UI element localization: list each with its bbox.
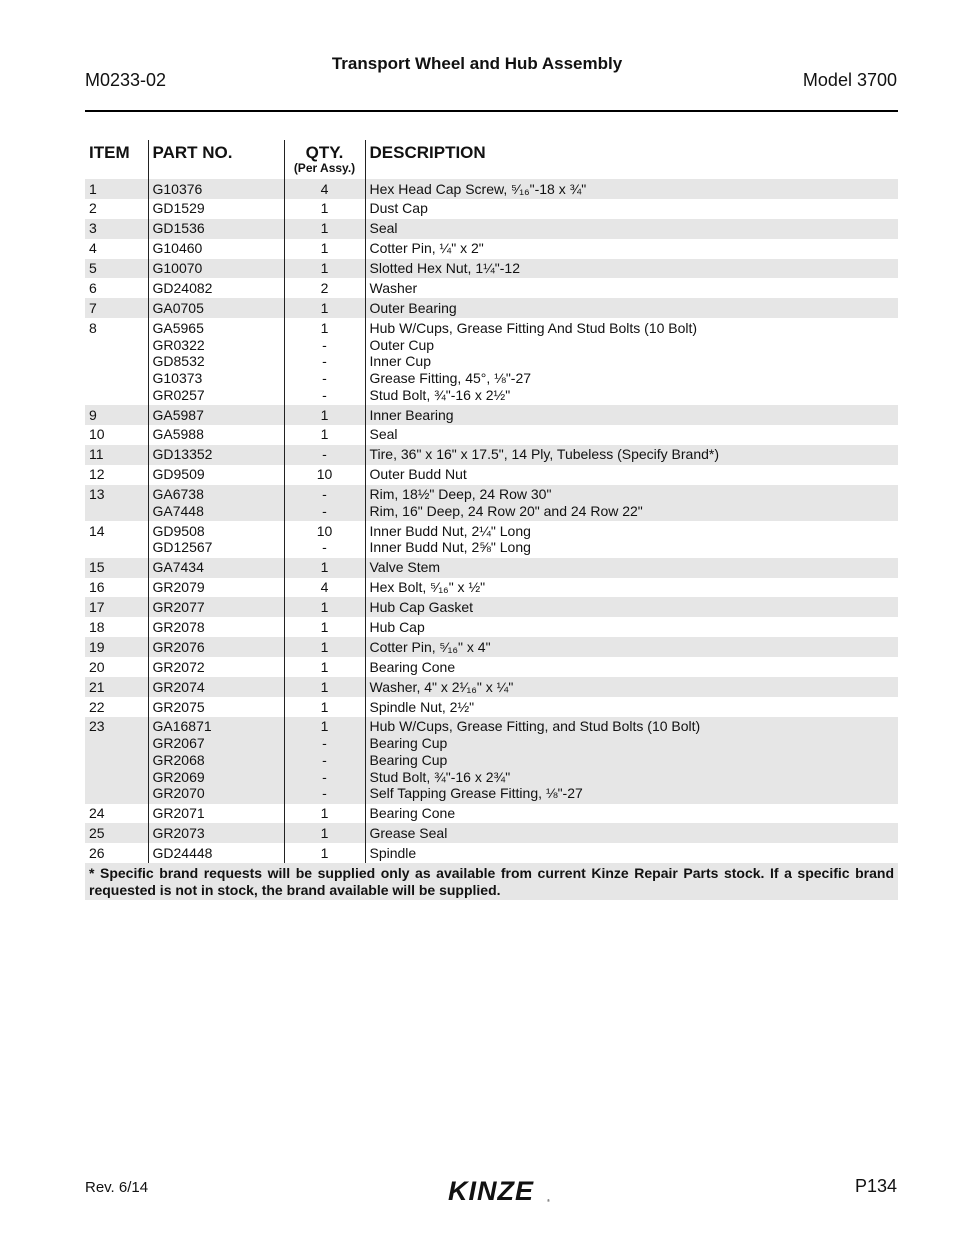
table-row bbox=[85, 717, 898, 804]
item-cell: 7 bbox=[85, 298, 148, 318]
item-cell: 9 bbox=[85, 405, 148, 425]
part-no-cell bbox=[148, 465, 284, 485]
description-cell bbox=[365, 823, 898, 843]
part-no-line: G10460 bbox=[152, 240, 203, 257]
column-header-qty bbox=[284, 140, 365, 179]
model-label: Model 3700 bbox=[802, 70, 897, 90]
part-no-line: GR2076 bbox=[152, 638, 205, 655]
description-cell bbox=[365, 657, 898, 677]
qty-cell bbox=[284, 485, 365, 522]
description-line: Hex Bolt, ⁵⁄₁₆" x ½" bbox=[369, 579, 486, 596]
registered-mark: ® bbox=[547, 1198, 550, 1203]
qty-line: 1 bbox=[320, 638, 329, 655]
description-line: Outer Cup bbox=[369, 336, 435, 353]
part-no-line: GA6738 bbox=[152, 486, 204, 503]
qty-line: 10 bbox=[316, 522, 333, 539]
table-row bbox=[85, 239, 898, 259]
qty-cell bbox=[284, 219, 365, 239]
qty-cell bbox=[284, 637, 365, 657]
qty-line: 1 bbox=[320, 559, 329, 576]
part-no-cell bbox=[148, 445, 284, 465]
item-cell: 22 bbox=[89, 698, 105, 715]
description-cell bbox=[365, 465, 898, 485]
part-no-cell bbox=[148, 843, 284, 863]
description-line: Inner Budd Nut, 2⅝" Long bbox=[369, 539, 531, 556]
part-no-line: GR2074 bbox=[152, 678, 205, 695]
part-no-line: GR0322 bbox=[152, 336, 205, 353]
description-cell bbox=[365, 697, 898, 717]
qty-cell bbox=[284, 597, 365, 617]
table-row bbox=[85, 843, 898, 863]
part-no-line: GR2073 bbox=[152, 825, 205, 841]
part-no-line: G10376 bbox=[152, 180, 203, 197]
table-row bbox=[85, 657, 898, 677]
qty-cell bbox=[284, 318, 365, 405]
part-no-cell bbox=[148, 597, 284, 617]
description-line: Washer bbox=[369, 280, 418, 297]
table-row bbox=[85, 278, 898, 298]
description-line: Hub Cap Gasket bbox=[369, 599, 473, 616]
part-no-cell bbox=[148, 405, 284, 425]
part-no-cell bbox=[148, 697, 284, 717]
description-line: Grease Seal bbox=[369, 825, 448, 841]
part-no-cell bbox=[148, 717, 284, 804]
description-line: Spindle bbox=[369, 844, 417, 861]
description-cell bbox=[365, 578, 898, 598]
part-no-cell bbox=[148, 617, 284, 637]
qty-cell bbox=[284, 804, 365, 824]
item-cell: 14 bbox=[89, 522, 105, 539]
qty-line: - bbox=[322, 735, 327, 752]
part-no-cell bbox=[148, 259, 284, 279]
part-no-line: GR2075 bbox=[152, 698, 205, 715]
part-no-line: GA5988 bbox=[152, 426, 204, 443]
item-cell: 2 bbox=[89, 200, 97, 217]
part-no-cell bbox=[148, 804, 284, 824]
description-line: Hub W/Cups, Grease Fitting And Stud Bolts (10 Bolt) bbox=[369, 319, 698, 336]
qty-cell bbox=[284, 521, 365, 558]
description-cell bbox=[365, 485, 898, 522]
part-no-line: GD9508 bbox=[152, 522, 205, 539]
page-title: Transport Wheel and Hub Assembly bbox=[331, 54, 623, 73]
table-row bbox=[85, 465, 898, 485]
qty-line: 1 bbox=[320, 805, 329, 822]
item-cell: 8 bbox=[89, 319, 97, 336]
description-line: Bearing Cup bbox=[369, 735, 448, 752]
table-row bbox=[85, 804, 898, 824]
description-line: Cotter Pin, ⁵⁄₁₆" x 4" bbox=[369, 638, 491, 655]
description-line: Outer Bearing bbox=[369, 299, 457, 316]
item-cell: 5 bbox=[85, 259, 148, 279]
qty-line: 1 bbox=[320, 618, 329, 635]
part-no-line: GR0257 bbox=[152, 386, 205, 403]
parts-table bbox=[85, 140, 898, 863]
qty-cell bbox=[284, 445, 365, 465]
qty-line: - bbox=[322, 336, 327, 353]
part-no-line: G10373 bbox=[152, 369, 203, 386]
qty-cell bbox=[284, 697, 365, 717]
qty-line: 1 bbox=[320, 406, 329, 423]
part-no-line: GD1529 bbox=[152, 200, 205, 217]
qty-cell bbox=[284, 425, 365, 445]
part-no-line: GR2077 bbox=[152, 599, 205, 616]
table-row bbox=[85, 259, 898, 279]
qty-line: - bbox=[322, 502, 327, 519]
description-cell bbox=[365, 179, 898, 199]
part-no-cell bbox=[148, 318, 284, 405]
part-no-line: GA7434 bbox=[152, 559, 204, 576]
qty-line: 1 bbox=[320, 426, 329, 443]
item-cell: 11 bbox=[85, 445, 148, 465]
description-cell bbox=[365, 425, 898, 445]
item-cell: 15 bbox=[85, 558, 148, 578]
table-row bbox=[85, 445, 898, 465]
qty-line: 1 bbox=[320, 678, 329, 695]
qty-line: 1 bbox=[320, 260, 329, 277]
part-no-cell bbox=[148, 199, 284, 219]
description-cell bbox=[365, 558, 898, 578]
part-no-cell bbox=[148, 179, 284, 199]
part-no-cell bbox=[148, 425, 284, 445]
part-no-line: GA5965 bbox=[152, 319, 204, 336]
table-row bbox=[85, 199, 898, 219]
description-line: Valve Stem bbox=[369, 559, 441, 576]
part-no-cell bbox=[148, 298, 284, 318]
part-no-cell bbox=[148, 823, 284, 843]
part-no-line: GR2069 bbox=[152, 768, 205, 785]
qty-line: 4 bbox=[320, 579, 329, 596]
qty-line: 2 bbox=[320, 280, 329, 297]
description-cell bbox=[365, 199, 898, 219]
qty-cell bbox=[284, 578, 365, 598]
description-cell bbox=[365, 298, 898, 318]
part-no-line: GR2070 bbox=[152, 785, 205, 802]
table-row bbox=[85, 179, 898, 199]
part-no-cell bbox=[148, 637, 284, 657]
description-line: Hex Head Cap Screw, ⁵⁄₁₆"-18 x ¾" bbox=[369, 180, 587, 197]
part-no-cell bbox=[148, 485, 284, 522]
description-line: Outer Budd Nut bbox=[369, 466, 467, 483]
part-no-cell bbox=[148, 219, 284, 239]
qty-cell bbox=[284, 823, 365, 843]
qty-cell bbox=[284, 717, 365, 804]
parts-table-body bbox=[85, 179, 898, 863]
part-no-line: GA0705 bbox=[152, 299, 204, 316]
table-row bbox=[85, 318, 898, 405]
description-line: Tire, 36" x 16" x 17.5", 14 Ply, Tubeless (Specify Brand*) bbox=[369, 446, 720, 463]
item-cell: 18 bbox=[89, 618, 105, 635]
part-no-line: GD8532 bbox=[152, 353, 205, 370]
column-header-qty-label: QTY. bbox=[305, 143, 344, 162]
item-cell: 19 bbox=[85, 637, 148, 657]
part-no-cell bbox=[148, 558, 284, 578]
part-no-line: GD13352 bbox=[152, 446, 213, 463]
table-row bbox=[85, 637, 898, 657]
description-cell bbox=[365, 219, 898, 239]
description-cell bbox=[365, 521, 898, 558]
description-line: Rim, 18½" Deep, 24 Row 30" bbox=[369, 486, 552, 503]
column-header-description: DESCRIPTION bbox=[365, 140, 898, 179]
footnote: * Specific brand requests will be supplied only as available from current Kinze Repair Parts stock. If a specific brand requested is not in stock, the brand available will be supplied. bbox=[85, 863, 898, 900]
qty-line: 1 bbox=[320, 825, 329, 841]
description-line: Stud Bolt, ¾"-16 x 2½" bbox=[369, 386, 511, 403]
item-cell: 3 bbox=[85, 219, 148, 239]
table-row bbox=[85, 558, 898, 578]
item-cell: 1 bbox=[85, 179, 148, 199]
table-row bbox=[85, 697, 898, 717]
item-cell: 17 bbox=[85, 597, 148, 617]
description-line: Hub W/Cups, Grease Fitting, and Stud Bolts (10 Bolt) bbox=[369, 718, 701, 735]
part-no-line: GR2071 bbox=[152, 805, 205, 822]
qty-line: 1 bbox=[320, 200, 329, 217]
description-cell bbox=[365, 637, 898, 657]
description-line: Slotted Hex Nut, 1¼"-12 bbox=[369, 260, 520, 277]
part-no-cell bbox=[148, 278, 284, 298]
item-cell: 4 bbox=[89, 240, 97, 257]
part-no-line: G10070 bbox=[152, 260, 203, 277]
description-cell bbox=[365, 278, 898, 298]
description-cell bbox=[365, 717, 898, 804]
part-no-line: GR2072 bbox=[152, 658, 205, 675]
qty-line: 1 bbox=[320, 599, 329, 616]
part-no-line: GR2078 bbox=[152, 618, 205, 635]
table-row bbox=[85, 425, 898, 445]
item-cell: 25 bbox=[85, 823, 148, 843]
table-row bbox=[85, 597, 898, 617]
item-cell: 21 bbox=[85, 677, 148, 697]
description-line: Rim, 16" Deep, 24 Row 20" and 24 Row 22" bbox=[369, 502, 643, 519]
item-cell: 24 bbox=[89, 805, 105, 822]
column-header-part-no: PART NO. bbox=[148, 140, 284, 179]
description-line: Seal bbox=[369, 426, 398, 443]
part-no-cell bbox=[148, 239, 284, 259]
part-no-cell bbox=[148, 578, 284, 598]
description-cell bbox=[365, 445, 898, 465]
table-row bbox=[85, 617, 898, 637]
part-no-line: GA7448 bbox=[152, 502, 204, 519]
qty-cell bbox=[284, 278, 365, 298]
qty-cell bbox=[284, 199, 365, 219]
qty-cell bbox=[284, 259, 365, 279]
qty-line: - bbox=[322, 785, 327, 802]
qty-line: - bbox=[322, 369, 327, 386]
part-no-line: GR2068 bbox=[152, 751, 205, 768]
item-cell: 26 bbox=[89, 844, 105, 861]
description-line: Bearing Cone bbox=[369, 658, 456, 675]
item-cell: 23 bbox=[85, 717, 148, 804]
qty-line: - bbox=[322, 539, 327, 556]
table-row bbox=[85, 298, 898, 318]
description-cell bbox=[365, 804, 898, 824]
part-no-line: GD1536 bbox=[152, 220, 205, 237]
qty-cell bbox=[284, 298, 365, 318]
part-no-line: GA5987 bbox=[152, 406, 204, 423]
part-no-line: GA16871 bbox=[152, 718, 212, 735]
table-row bbox=[85, 521, 898, 558]
qty-line: 10 bbox=[316, 466, 333, 483]
item-cell: 13 bbox=[85, 485, 148, 522]
qty-cell bbox=[284, 657, 365, 677]
description-line: Cotter Pin, ¼" x 2" bbox=[369, 240, 484, 257]
description-cell bbox=[365, 239, 898, 259]
part-no-cell bbox=[148, 521, 284, 558]
qty-line: 1 bbox=[320, 844, 329, 861]
part-no-line: GD24082 bbox=[152, 280, 213, 297]
qty-line: 1 bbox=[320, 220, 329, 237]
item-cell: 12 bbox=[89, 466, 105, 483]
description-line: Self Tapping Grease Fitting, ⅛"-27 bbox=[369, 785, 583, 802]
qty-line: - bbox=[322, 446, 327, 463]
header-rule bbox=[85, 110, 898, 112]
description-line: Grease Fitting, 45°, ⅛"-27 bbox=[369, 369, 532, 386]
description-line: Inner Budd Nut, 2¼" Long bbox=[369, 522, 531, 539]
description-cell bbox=[365, 843, 898, 863]
description-line: Dust Cap bbox=[369, 200, 428, 217]
qty-line: - bbox=[322, 486, 327, 503]
part-no-line: GR2067 bbox=[152, 735, 205, 752]
part-no-cell bbox=[148, 657, 284, 677]
document-number: M0233-02 bbox=[85, 70, 167, 90]
description-cell bbox=[365, 318, 898, 405]
description-line: Hub Cap bbox=[369, 618, 425, 635]
kinze-logo-text: KINZE bbox=[448, 1176, 534, 1205]
description-line: Spindle Nut, 2½" bbox=[369, 698, 475, 715]
qty-line: 1 bbox=[320, 240, 329, 257]
column-header-item: ITEM bbox=[89, 143, 130, 162]
description-cell bbox=[365, 259, 898, 279]
description-line: Bearing Cup bbox=[369, 751, 448, 768]
description-line: Inner Cup bbox=[369, 353, 431, 370]
page-number: P134 bbox=[854, 1176, 897, 1196]
qty-line: 1 bbox=[320, 718, 329, 735]
description-line: Stud Bolt, ¾"-16 x 2¾" bbox=[369, 768, 511, 785]
table-row bbox=[85, 578, 898, 598]
qty-cell bbox=[284, 617, 365, 637]
table-row bbox=[85, 405, 898, 425]
description-line: Washer, 4" x 2¹⁄₁₆" x ¼" bbox=[369, 678, 514, 695]
part-no-cell bbox=[148, 677, 284, 697]
qty-cell bbox=[284, 179, 365, 199]
qty-line: 4 bbox=[320, 180, 329, 197]
qty-line: - bbox=[322, 751, 327, 768]
qty-cell bbox=[284, 465, 365, 485]
description-cell bbox=[365, 677, 898, 697]
description-cell bbox=[365, 617, 898, 637]
qty-line: - bbox=[322, 768, 327, 785]
description-cell bbox=[365, 405, 898, 425]
description-line: Inner Bearing bbox=[369, 406, 454, 423]
part-no-line: GD24448 bbox=[152, 844, 213, 861]
column-header-qty-sub: (Per Assy.) bbox=[293, 161, 356, 175]
table-row bbox=[85, 823, 898, 843]
qty-line: - bbox=[322, 386, 327, 403]
part-no-line: GD12567 bbox=[152, 539, 213, 556]
qty-cell bbox=[284, 405, 365, 425]
qty-cell bbox=[284, 558, 365, 578]
item-cell: 10 bbox=[89, 426, 105, 443]
revision-label: Rev. 6/14 bbox=[85, 1179, 149, 1196]
description-cell bbox=[365, 597, 898, 617]
qty-cell bbox=[284, 677, 365, 697]
table-row bbox=[85, 677, 898, 697]
qty-cell bbox=[284, 843, 365, 863]
qty-line: - bbox=[322, 353, 327, 370]
qty-line: 1 bbox=[320, 299, 329, 316]
table-row bbox=[85, 485, 898, 522]
qty-line: 1 bbox=[320, 658, 329, 675]
kinze-logo bbox=[431, 1175, 551, 1205]
table-row bbox=[85, 219, 898, 239]
qty-line: 1 bbox=[320, 319, 329, 336]
item-cell: 20 bbox=[89, 658, 105, 675]
item-cell: 16 bbox=[89, 579, 105, 596]
part-no-line: GD9509 bbox=[152, 466, 205, 483]
item-cell: 6 bbox=[89, 280, 97, 297]
part-no-line: GR2079 bbox=[152, 579, 205, 596]
qty-cell bbox=[284, 239, 365, 259]
description-line: Seal bbox=[369, 220, 398, 237]
table-header-row bbox=[85, 140, 898, 179]
description-line: Bearing Cone bbox=[369, 805, 456, 822]
qty-line: 1 bbox=[320, 698, 329, 715]
